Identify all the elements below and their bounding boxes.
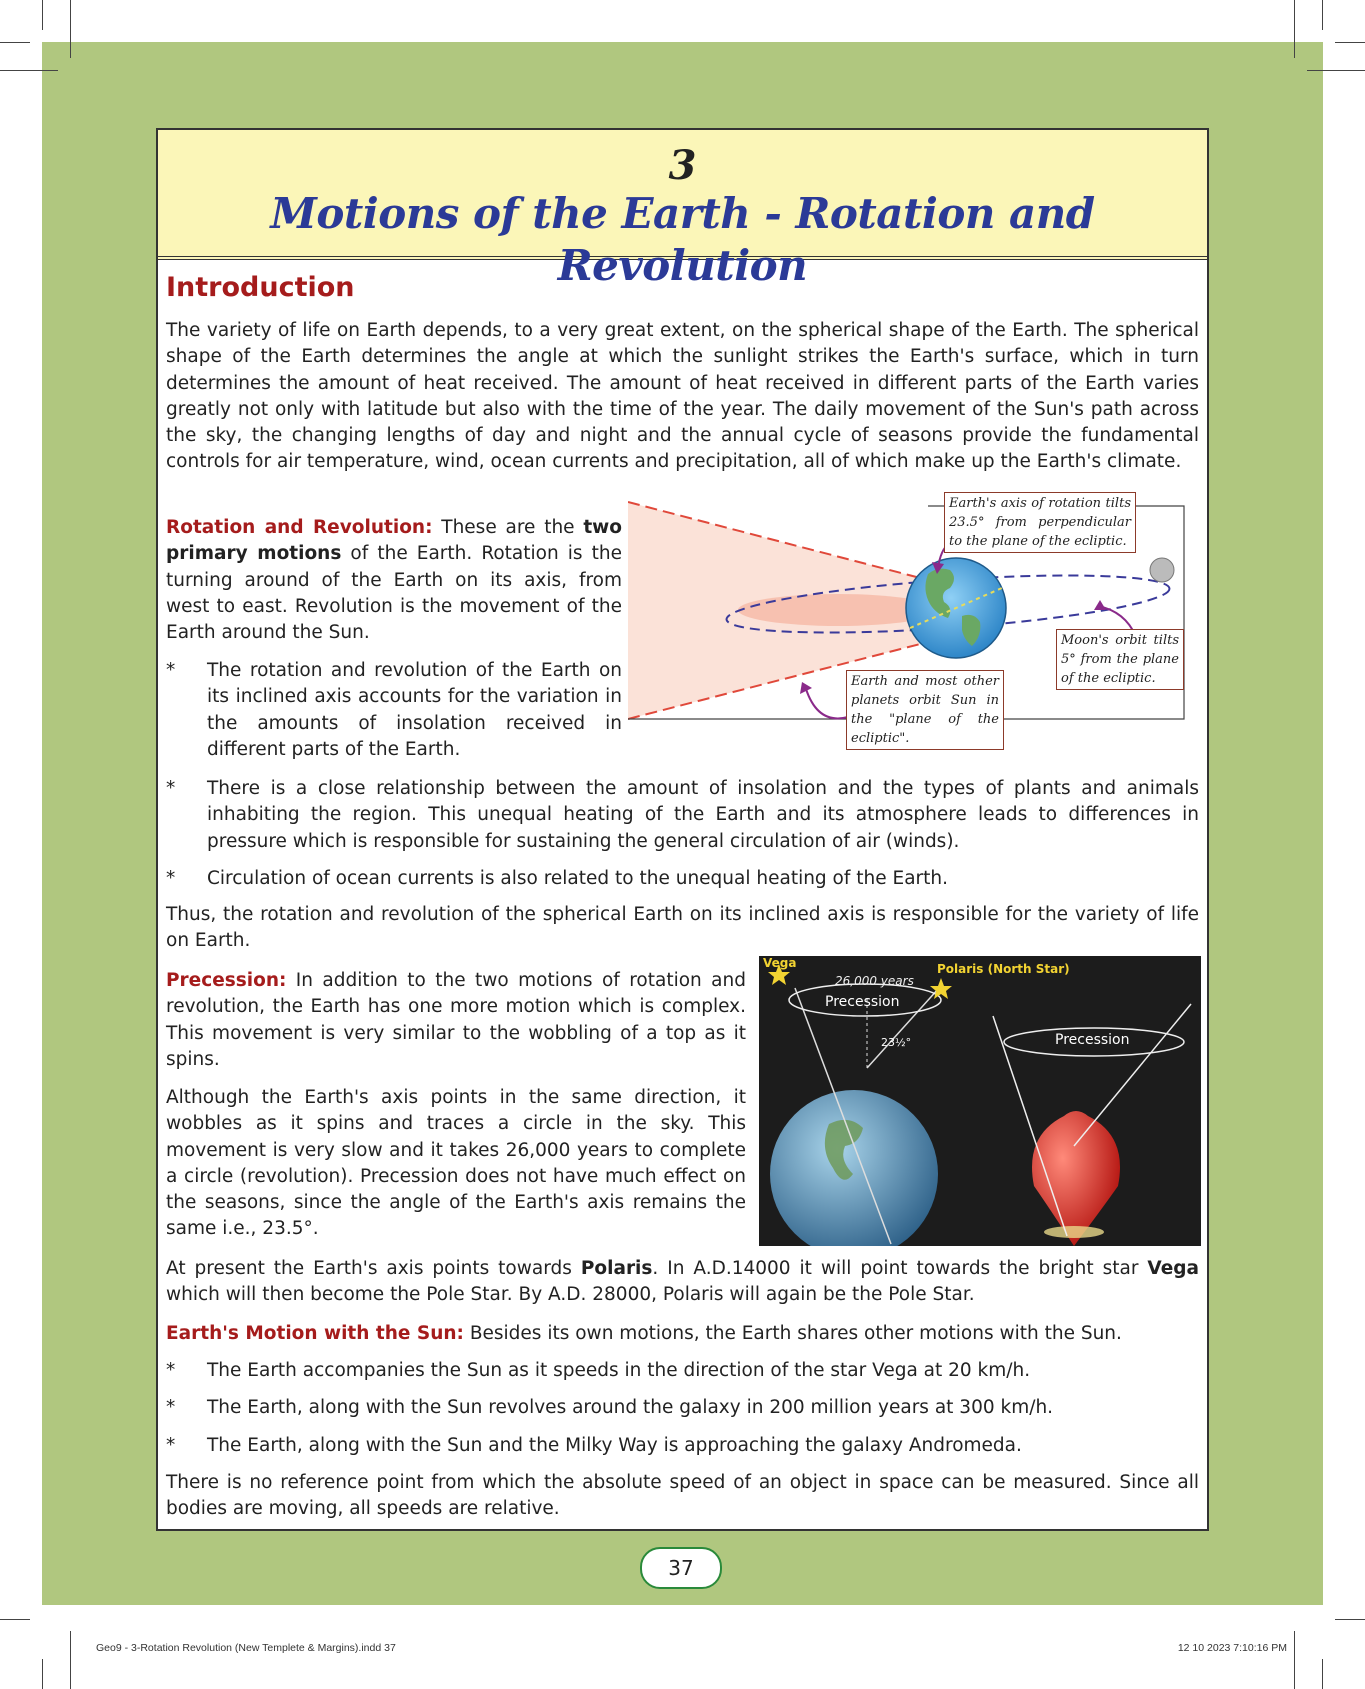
- list-item: [166, 1395, 1199, 1423]
- polaris-label: Polaris (North Star): [937, 962, 1070, 976]
- bullet-symbol: *: [166, 1435, 176, 1456]
- arrow-head: [1094, 600, 1106, 610]
- angle-label: 23½°: [881, 1036, 912, 1049]
- pole-text-2: . In A.D.14000 it will point towards the bright star: [652, 1258, 1148, 1279]
- pole-text-1: At present the Earth's axis points towards: [166, 1258, 581, 1279]
- closing-paragraph: There is no reference point from which the absolute speed of an object in space can be measured. Since all bodies are moving, all speeds are relative.: [166, 1472, 1199, 1520]
- callout-axis-tilt: Earth's axis of rotation tilts 23.5° from perpendicular to the plane of the ecliptic.: [944, 492, 1136, 553]
- precession-label: Precession:: [166, 970, 287, 991]
- footer-timestamp: 12 10 2023 7:10:16 PM: [1177, 1642, 1287, 1654]
- content-page: [156, 128, 1209, 1531]
- crop-mark: [0, 1619, 30, 1620]
- footer-filename: Geo9 - 3-Rotation Revolution (New Templete & Margins).indd 37: [96, 1642, 396, 1654]
- conclusion-paragraph: Thus, the rotation and revolution of the spherical Earth on its inclined axis is responsible for the variety of life on Earth.: [166, 904, 1199, 952]
- vega-bold: Vega: [1147, 1258, 1199, 1279]
- bullet-symbol: *: [166, 868, 176, 889]
- list-item: [166, 658, 622, 764]
- bullet-text: The Earth, along with the Sun and the Milky Way is approaching the galaxy Andromeda.: [207, 1435, 1022, 1456]
- bullet-symbol: *: [166, 778, 176, 799]
- ecliptic-figure: [628, 492, 1196, 746]
- bullet-text: There is a close relationship between the amount of insolation and the types of plants and animals inhabiting the region. This unequal heating of the Earth and its atmosphere leads to differences in pressure which is responsible for sustaining the general circulation of air (winds).: [207, 778, 1199, 852]
- chapter-number: 3: [668, 142, 697, 189]
- crop-mark: [1294, 1631, 1295, 1689]
- list-item: [166, 1358, 1199, 1386]
- bullet-text: The Earth accompanies the Sun as it speeds in the direction of the star Vega at 20 km/h.: [207, 1360, 1031, 1381]
- crop-mark: [1322, 1659, 1323, 1689]
- list-item: [166, 1433, 1199, 1461]
- bullet-symbol: *: [166, 660, 176, 681]
- pole-text-3: which will then become the Pole Star. By A.D. 28000, Polaris will again be the Pole Star.: [166, 1284, 975, 1306]
- crop-mark: [1294, 0, 1295, 58]
- crop-mark: [0, 70, 58, 71]
- rotation-paragraph: [166, 515, 622, 646]
- precession-paragraph: [166, 968, 746, 1073]
- precession-paragraph-2: Although the Earth's axis points in the same direction, it wobbles as it spins and traces a circle in the sky. This movement is very slow and it takes 26,000 years to complete a circle (revolution). Precession does not have much effect on the seasons, since the angle of the Earth's axis remains the same i.e., 23.5°.: [166, 1087, 746, 1240]
- page-number: 37: [640, 1547, 722, 1589]
- top-axis-alt: [1074, 1004, 1191, 1146]
- bullet-text: The rotation and revolution of the Earth on its inclined axis accounts for the variation in the amounts of insolation received in different parts of the Earth.: [207, 660, 622, 760]
- bullet-symbol: *: [166, 1360, 176, 1381]
- polaris-bold: Polaris: [580, 1258, 653, 1279]
- plane-arrow: [806, 689, 848, 718]
- precession-label-left: Precession: [825, 994, 900, 1010]
- list-item: [166, 776, 1199, 856]
- years-label: 26,000 years: [835, 974, 914, 988]
- list-item: [166, 866, 1199, 894]
- crop-mark: [0, 42, 30, 43]
- sun-motion-text: Besides its own motions, the Earth shares other motions with the Sun.: [463, 1323, 1122, 1344]
- precession-text: In addition to the two motions of rotation and revolution, the Earth has one more motion which is complex. This movement is very similar to the wobbling of a top as it spins.: [166, 970, 746, 1070]
- vega-label: Vega: [763, 956, 797, 970]
- crop-mark: [42, 0, 43, 30]
- top-shadow: [1044, 1226, 1104, 1238]
- sun-motion-paragraph: [166, 1321, 1199, 1347]
- rotation-label: Rotation and Revolution:: [166, 517, 433, 538]
- crop-mark: [1322, 0, 1323, 30]
- moon-circle: [1150, 558, 1174, 582]
- callout-moon-orbit: Moon's orbit tilts 5° from the plane of the ecliptic.: [1056, 629, 1184, 690]
- precession-earth: [770, 1090, 938, 1246]
- crop-mark: [70, 1631, 71, 1689]
- crop-mark: [1307, 70, 1365, 71]
- chapter-title: Motions of the Earth - Rotation and Revolution: [270, 189, 1095, 290]
- crop-mark: [70, 0, 71, 58]
- bullet-symbol: *: [166, 1397, 176, 1418]
- pole-star-paragraph: [166, 1256, 1199, 1309]
- rotation-bold: two primary motions: [166, 517, 622, 565]
- bullet-text: Circulation of ocean currents is also related to the unequal heating of the Earth.: [207, 868, 949, 889]
- crop-mark: [42, 1659, 43, 1689]
- crop-mark: [1335, 1619, 1365, 1620]
- precession-figure: [759, 956, 1201, 1246]
- polaris-star: [930, 978, 952, 999]
- precession-label-right: Precession: [1055, 1032, 1130, 1048]
- rotation-text-1: These are the: [432, 517, 584, 538]
- bullet-text: The Earth, along with the Sun revolves around the galaxy in 200 million years at 300 km/h.: [207, 1397, 1054, 1418]
- sun-motion-label: Earth's Motion with the Sun:: [166, 1323, 464, 1344]
- crop-mark: [1335, 42, 1365, 43]
- rotation-text-2: of the Earth. Rotation is the turning around of the Earth on its axis, from west to east. Revolution is the movement of the Earth around the Sun.: [166, 543, 622, 644]
- arrow-head: [800, 682, 812, 694]
- spinning-top: [1032, 1111, 1120, 1246]
- intro-paragraph: The variety of life on Earth depends, to a very great extent, on the spherical shape of the Earth. The spherical shape of the Earth determines the angle at which the sunlight strikes the Earth's surface, which in turn determines the amount of heat received. The amount of heat received in different parts of the Earth varies greatly not only with latitude but also with the time of the year. The daily movement of the Sun's path across the sky, the changing lengths of day and night and the annual cycle of seasons provide the fundamental controls for air temperature, wind, ocean currents and precipitation, all of which make up the Earth's climate.: [166, 320, 1199, 473]
- callout-ecliptic-plane: Earth and most other planets orbit Sun in the "plane of the ecliptic".: [846, 670, 1004, 750]
- intro-heading: Introduction: [166, 272, 355, 303]
